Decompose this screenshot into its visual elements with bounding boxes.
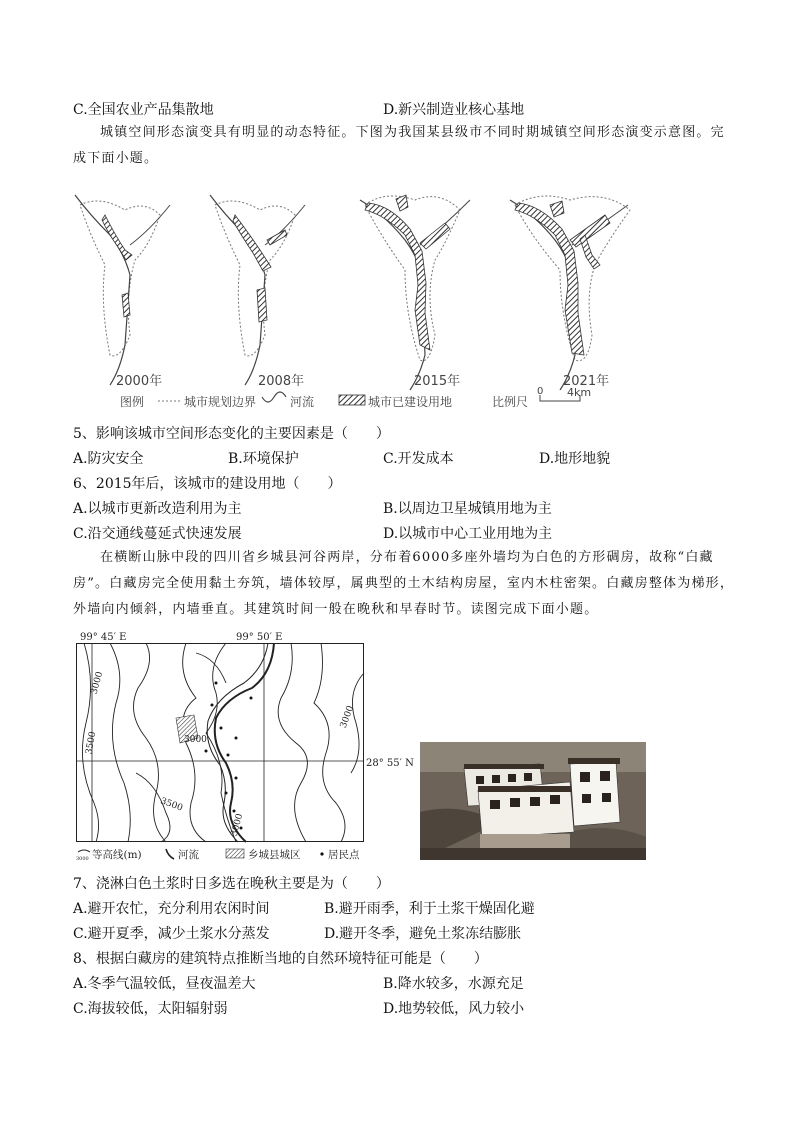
legend-county: 乡城县城区: [248, 849, 301, 861]
q7-option-d: D.避开冬季，避免土浆冻结膨胀: [324, 926, 522, 942]
q5-option-c: C.开发成本: [383, 451, 454, 467]
lat-label: 28° 55′ N: [366, 758, 414, 769]
q8-option-b: B.降水较多，水源充足: [383, 976, 524, 992]
year-2015: 2015年: [414, 374, 461, 389]
legend-river2: 河流: [178, 849, 199, 861]
q6-option-d: D.以城市中心工业用地为主: [383, 526, 553, 542]
q5-option-d: D.地形地貌: [539, 451, 611, 467]
q6-stem: 6、2015年后，该城市的建设用地（ ）: [73, 476, 342, 492]
legend-river-symbol: [262, 392, 286, 402]
q7-stem: 7、浇淋白色土浆时日多选在晚秋主要是为（ ）: [73, 876, 390, 892]
q7-option-b: B.避开雨季，利于土浆干燥固化避: [324, 901, 535, 917]
q7-option-c: C.避开夏季，减少土浆水分蒸发: [73, 926, 270, 942]
legend-contour-sample: 3000: [76, 856, 89, 862]
legend-contour: 等高线(m): [92, 849, 142, 861]
intro2-line1: 在横断山脉中段的四川省乡城县河谷两岸，分布着6000多座外墙均为白色的方形碉房，故称“白藏: [100, 550, 714, 565]
legend-boundary: 城市规划边界: [184, 395, 257, 409]
map-2015: [360, 195, 470, 390]
q8-option-c: C.海拔较低，太阳辐射弱: [73, 1001, 228, 1017]
year-2000: 2000年: [116, 374, 163, 389]
contour-label-1: 3000: [89, 670, 106, 696]
map-2021: [510, 196, 630, 390]
q6-option-b: B.以周边卫星城镇用地为主: [383, 501, 552, 517]
legend-built: 城市已建设用地: [368, 395, 453, 409]
legend-settlement: 居民点: [328, 849, 360, 861]
contour-label-6: 3000: [229, 812, 246, 838]
map-2008: [210, 195, 305, 385]
contour-label-5: 3000: [338, 704, 357, 730]
intro2-line2: 房”。白藏房完全使用黏土夯筑，墙体较厚，属典型的土木结构房屋，室内木柱密架。白藏房整体为梯形，: [73, 576, 735, 591]
q5-option-b: B.环境保护: [228, 451, 299, 467]
legend-built-symbol: [339, 395, 365, 405]
legend-title: 图例: [120, 395, 145, 409]
contour-label-4: 3500: [158, 796, 184, 814]
q5-option-a: A.防灾安全: [73, 451, 144, 467]
lon-label-1: 99° 45′ E: [80, 632, 127, 643]
intro1-line2: 成下面小题。: [73, 151, 159, 166]
map-2000: [75, 195, 170, 385]
q6-option-c: C.沿交通线蔓延式快速发展: [73, 526, 242, 542]
contour-label-2: 3500: [84, 730, 99, 756]
option-d-prev: D.新兴制造业核心基地: [383, 102, 525, 118]
white-tibetan-house-photo: [420, 742, 646, 860]
year-2021: 2021年: [563, 374, 610, 389]
lon-label-2: 99° 50′ E: [236, 632, 283, 643]
legend-scale-end: 4km: [567, 386, 592, 399]
q8-stem: 8、根据白藏房的建筑特点推断当地的自然环境特征可能是（ ）: [73, 951, 488, 967]
option-c-prev: C.全国农业产品集散地: [73, 102, 214, 118]
q8-option-d: D.地势较低，风力较小: [383, 1001, 525, 1017]
legend-scale-label: 比例尺: [492, 395, 529, 409]
legend-scale-zero: 0: [537, 386, 544, 397]
q8-option-a: A.冬季气温较低，昼夜温差大: [73, 976, 256, 992]
contour-label-3: 3000: [184, 735, 207, 745]
topographic-map: [76, 643, 366, 843]
q5-stem: 5、影响该城市空间形态变化的主要因素是（ ）: [73, 426, 390, 442]
year-2008: 2008年: [258, 374, 305, 389]
q6-option-a: A.以城市更新改造利用为主: [73, 501, 242, 517]
intro1-line1: 城镇空间形态演变具有明显的动态特征。下图为我国某县级市不同时期城镇空间形态演变示意图。完: [100, 125, 725, 140]
intro2-line3: 外墙向内倾斜，内墙垂直。其建筑时间一般在晚秋和早春时节。读图完成下面小题。: [73, 602, 599, 617]
legend-river: 河流: [290, 395, 315, 409]
q7-option-a: A.避开农忙，充分利用农闲时间: [73, 901, 270, 917]
